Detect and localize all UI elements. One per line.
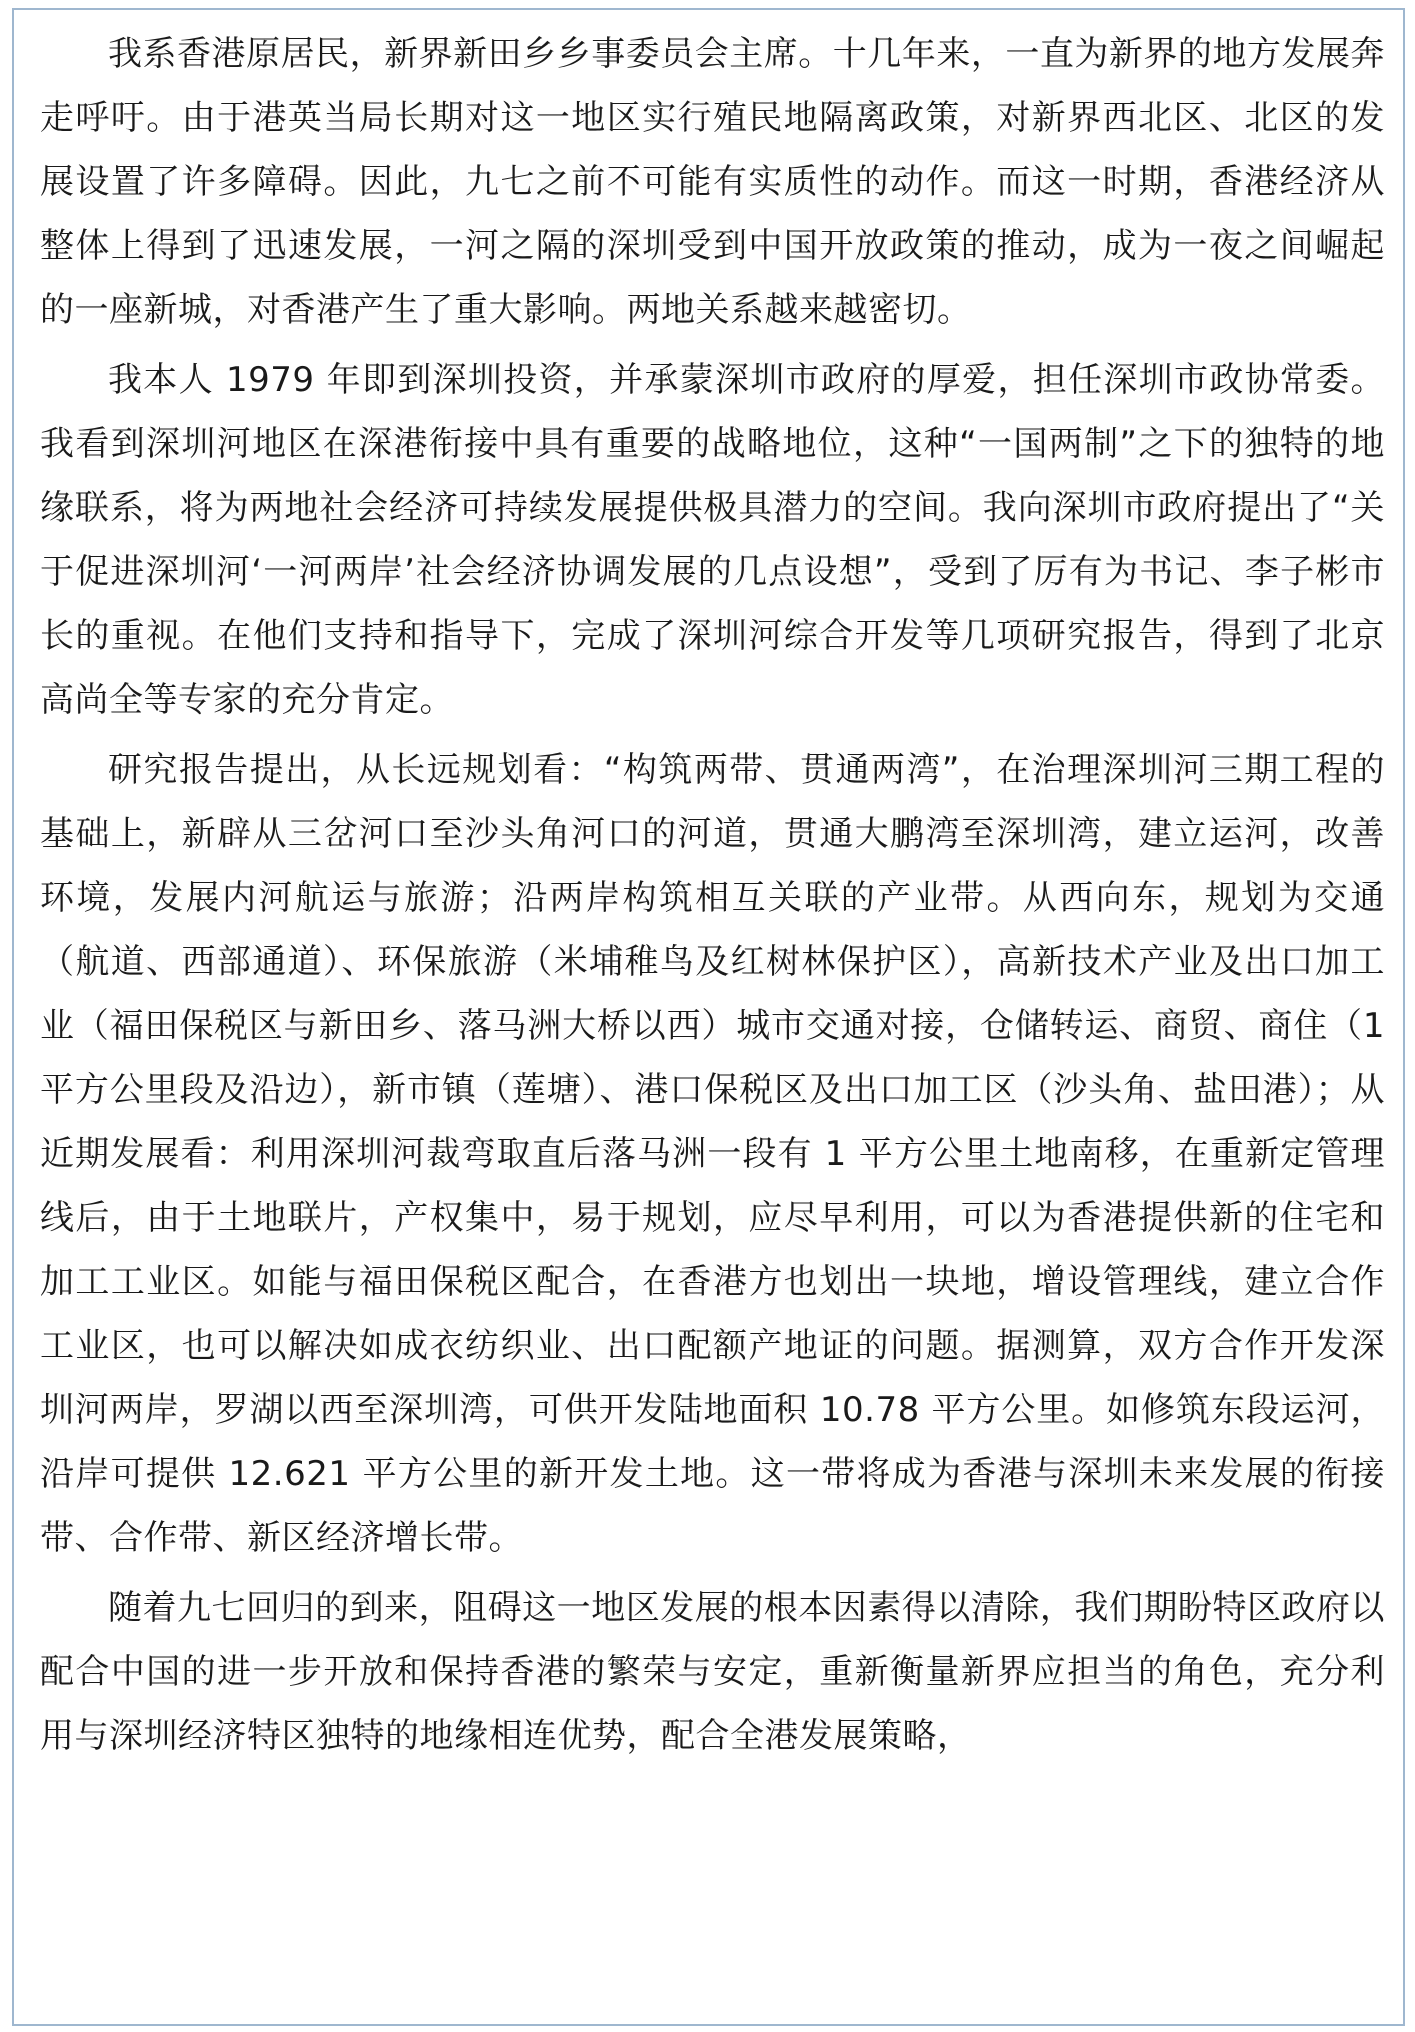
paragraph-3: 研究报告提出，从长远规划看：“构筑两带、贯通两湾”，在治理深圳河三期工程的基础上，新辟从三岔河口至沙头角河口的河道，贯通大鹏湾至深圳湾，建立运河，改善环境，发展内河航运与旅游；沿两岸构筑相互关联的产业带。从西向东，规划为交通（航道、西部通道）、环保旅游（米埔稚鸟及红树林保护区），高新技术产业及出口加工业（福田保税区与新田乡、落马洲大桥以西）城市交通对接，仓储转运、商贸、商住（1 平方公里段及沿边），新市镇（莲塘）、港口保税区及出口加工区（沙头角、盐田港）；从近期发展看：利用深圳河裁弯取直后落马洲一段有 1 平方公里土地南移，在重新定管理线后，由于土地联片，产权集中，易于规划，应尽早利用，可以为香港提供新的住宅和加工工业区。如能与福田保税区配合，在香港方也划出一块地，增设管理线，建立合作工业区，也可以解决如成衣纺织业、出口配额产地证的问题。据测算，双方合作开发深圳河两岸，罗湖以西至深圳湾，可供开发陆地面积 10.78 平方公里。如修筑东段运河，沿岸可提供 12.621 平方公里的新开发土地。这一带将成为香港与深圳未来发展的衔接带、合作带、新区经济增长带。 <box>40 750 1385 1558</box>
paragraph-4: 随着九七回归的到来，阻碍这一地区发展的根本因素得以清除，我们期盼特区政府以配合中国的进一步开放和保持香港的繁荣与安定，重新衡量新界应担当的角色，充分利用与深圳经济特区独特的地缘相连优势，配合全港发展策略， <box>40 1588 1385 1756</box>
document-body <box>40 22 1385 1768</box>
paragraph-1: 我系香港原居民，新界新田乡乡事委员会主席。十几年来，一直为新界的地方发展奔走呼吁。由于港英当局长期对这一地区实行殖民地隔离政策，对新界西北区、北区的发展设置了许多障碍。因此，九七之前不可能有实质性的动作。而这一时期，香港经济从整体上得到了迅速发展，一河之隔的深圳受到中国开放政策的推动，成为一夜之间崛起的一座新城，对香港产生了重大影响。两地关系越来越密切。 <box>40 34 1385 330</box>
paragraph-2: 我本人 1979 年即到深圳投资，并承蒙深圳市政府的厚爱，担任深圳市政协常委。我看到深圳河地区在深港衔接中具有重要的战略地位，这种“一国两制”之下的独特的地缘联系，将为两地社会经济可持续发展提供极具潜力的空间。我向深圳市政府提出了“关于促进深圳河‘一河两岸’社会经济协调发展的几点设想”，受到了厉有为书记、李子彬市长的重视。在他们支持和指导下，完成了深圳河综合开发等几项研究报告，得到了北京高尚全等专家的充分肯定。 <box>40 360 1385 720</box>
